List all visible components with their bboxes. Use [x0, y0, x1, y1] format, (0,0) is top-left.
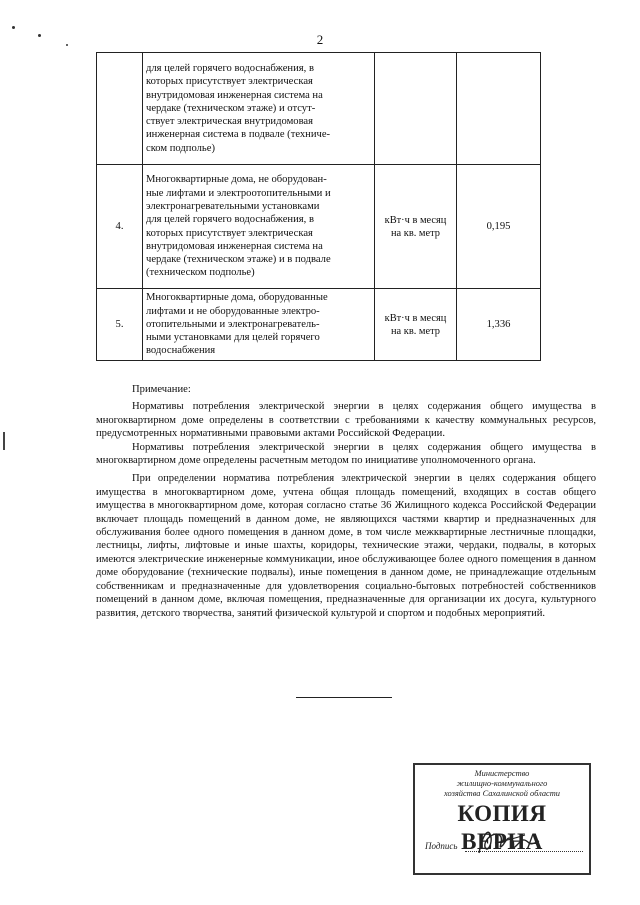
- row-number: 4.: [97, 165, 143, 289]
- row-value: 0,195: [457, 165, 541, 289]
- note-paragraph: Нормативы потребления электрической энергии в целях содержания общего имущества в многоквартирном доме определены в соответствии с требованиями к качеству коммунальных ресурсов, предусмотренных нормативными правовыми актами Российской Федерации.: [96, 401, 596, 440]
- row-number: 5.: [97, 289, 143, 361]
- binder-mark: [3, 432, 5, 450]
- note-paragraph: При определении норматива потребления электрической энергии в целях содержания общего имущества в многоквартирном доме, учтена общая площадь помещений, входящих в состав общего имущества в многоквартирном доме, которая согласно статье 36 Жилищного кодекса Российской Федерации включает площадь помещений в данном доме, не являющихся частями квартир и предназначенных для обслуживания более одного помещения в данном доме, в том числе межквартирные лестничные площадки, лестницы, лифты, лифтовые и иные шахты, коридоры, технические этажи, чердаки, подвалы, в которых имеются электрические инженерные коммуникации, иное обслуживающее более одного помещения в данном доме оборудование (технические подвалы), иные помещения в данном доме, не принадлежащие отдельным собственникам и предназначенные для удовлетворения социально-бытовых потребностей собственников помещений в данном доме, включая помещения, предназначенные для организации их досуга, культурного развития, детского творчества, занятий физической культурой и спортом и подобных мероприятий.: [96, 473, 596, 619]
- note-paragraph: Нормативы потребления электрической энергии в целях содержания общего имущества в многоквартирном доме определены расчетным методом по инициативе уполномоченного органа.: [96, 441, 596, 467]
- row-value: 1,336: [457, 289, 541, 361]
- consumption-norms-table: [96, 52, 541, 361]
- table-row: [97, 165, 541, 289]
- row-unit: [375, 53, 457, 165]
- table-row: [97, 53, 541, 165]
- row-description: Многоквартирные дома, оборудованные лифтами и не оборудованные электро- отопительными и электронагреватель- ными установками для целей горячего водоснабжения: [143, 289, 375, 361]
- row-value: [457, 53, 541, 165]
- row-unit: кВт·ч в месяц на кв. метр: [375, 165, 457, 289]
- row-unit: кВт·ч в месяц на кв. метр: [375, 289, 457, 361]
- end-divider: [296, 697, 392, 698]
- note-title: Примечание:: [132, 384, 191, 395]
- table-row: [97, 289, 541, 361]
- signature-icon: [473, 823, 543, 859]
- certified-copy-stamp: [413, 763, 591, 875]
- stamp-line: хозяйства Сахалинской области: [444, 789, 560, 798]
- stamp-line: Министерство: [474, 769, 530, 778]
- stamp-line: жилищно-коммунального: [456, 779, 548, 788]
- stamp-title: КОПИЯ ВЕРНА: [457, 801, 547, 854]
- row-description: Многоквартирные дома, не оборудован- ные лифтами и электроотопительными и электронагревательными установками для целей горячего водоснабжения, в которых присутствует электрическая внутридомовая инженерная система на чердаке (техническом этаже) и в подвале (техническом подполье): [143, 165, 375, 289]
- row-description: для целей горячего водоснабжения, в которых присутствует электрическая внутридомовая инженерная система на чердаке (техническом этаже) и отсут- ствует электрическая внутридомовая инженерная система в подвале (техниче- ском подполье): [143, 53, 375, 165]
- stamp-signature-label: Подпись: [425, 841, 458, 851]
- scan-speck: [12, 26, 15, 29]
- page-number: 2: [316, 32, 324, 47]
- notes-section: [96, 383, 596, 620]
- row-number: [97, 53, 143, 165]
